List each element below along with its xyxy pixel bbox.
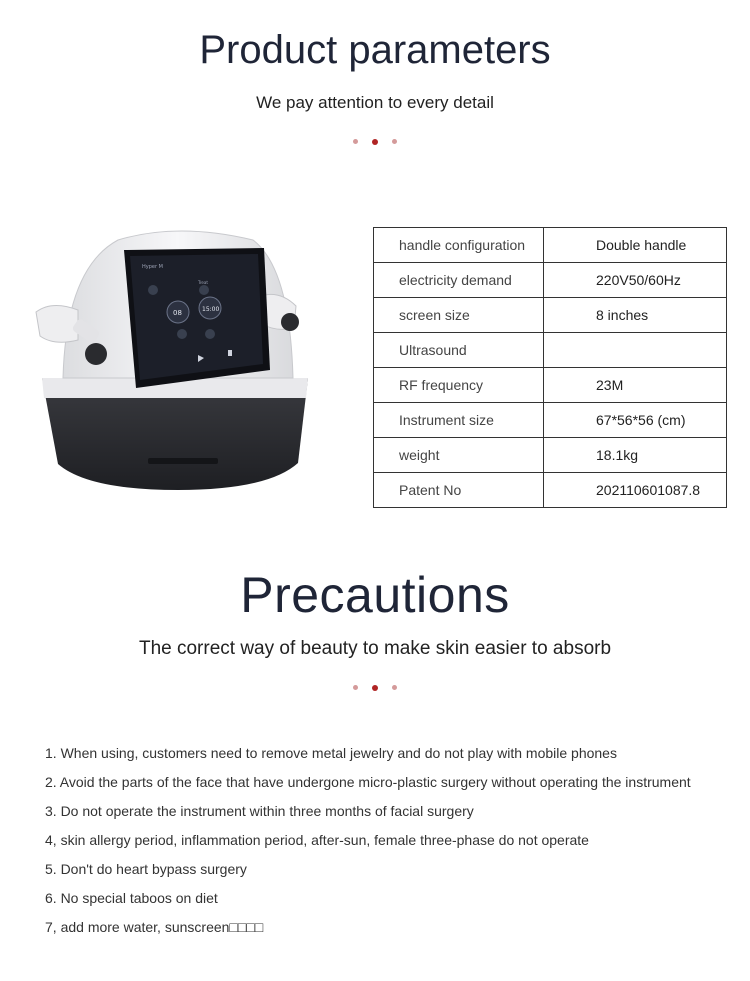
screen-value-1: 08 xyxy=(173,309,182,317)
precaution-item: 6. No special taboos on diet xyxy=(45,890,218,906)
parameter-row xyxy=(374,438,727,473)
parameter-label: weight xyxy=(374,438,544,473)
precautions-list xyxy=(45,744,691,947)
dot-right xyxy=(392,139,397,144)
precautions-subtitle: The correct way of beauty to make skin easier to absorb xyxy=(138,638,612,659)
header-subtitle: We pay attention to every detail xyxy=(256,93,494,112)
parameter-label: Patent No xyxy=(374,473,544,508)
parameter-label: handle configuration xyxy=(374,228,544,263)
parameter-value: 202110601087.8 xyxy=(544,473,727,508)
parameter-label: Ultrasound xyxy=(374,333,544,368)
parameter-row xyxy=(374,403,727,438)
decorative-dots xyxy=(0,133,750,151)
parameter-value: 18.1kg xyxy=(544,438,727,473)
parameter-row xyxy=(374,333,727,368)
parameter-row xyxy=(374,228,727,263)
screen-label: Hyper M xyxy=(142,264,163,270)
parameter-label: Instrument size xyxy=(374,403,544,438)
decorative-dots-2 xyxy=(0,679,750,697)
precaution-item: 1. When using, customers need to remove metal jewelry and do not play with mobile phones xyxy=(45,745,617,761)
parameter-value: 67*56*56 (cm) xyxy=(544,403,727,438)
parameter-value: Double handle xyxy=(544,228,727,263)
screen-value-2: 15:00 xyxy=(202,306,220,313)
precaution-item: 5. Don't do heart bypass surgery xyxy=(45,861,247,877)
parameter-row xyxy=(374,368,727,403)
parameters-table xyxy=(373,227,727,508)
parameter-value: 220V50/60Hz xyxy=(544,263,727,298)
parameter-label: RF frequency xyxy=(374,368,544,403)
device-illustration xyxy=(28,228,328,498)
parameter-label: screen size xyxy=(374,298,544,333)
parameter-value xyxy=(544,333,727,368)
dot-center-2 xyxy=(372,685,378,691)
precaution-item: 3. Do not operate the instrument within three months of facial surgery xyxy=(45,803,474,819)
precaution-item: 2. Avoid the parts of the face that have undergone micro-plastic surgery without operating the instrument xyxy=(45,774,691,790)
dot-left xyxy=(353,139,358,144)
precautions-title: Precautions xyxy=(240,567,510,623)
dot-right-2 xyxy=(392,685,397,690)
precaution-item: 7, add more water, sunscreen□□□□ xyxy=(45,919,264,935)
tile-label: Treat xyxy=(198,280,208,285)
parameter-value: 8 inches xyxy=(544,298,727,333)
parameter-row xyxy=(374,473,727,508)
header-title: Product parameters xyxy=(199,28,551,72)
parameter-value: 23M xyxy=(544,368,727,403)
dot-left-2 xyxy=(353,685,358,690)
parameter-row xyxy=(374,298,727,333)
parameter-row xyxy=(374,263,727,298)
dot-center xyxy=(372,139,378,145)
parameter-label: electricity demand xyxy=(374,263,544,298)
precaution-item: 4, skin allergy period, inflammation period, after-sun, female three-phase do not operate xyxy=(45,832,589,848)
